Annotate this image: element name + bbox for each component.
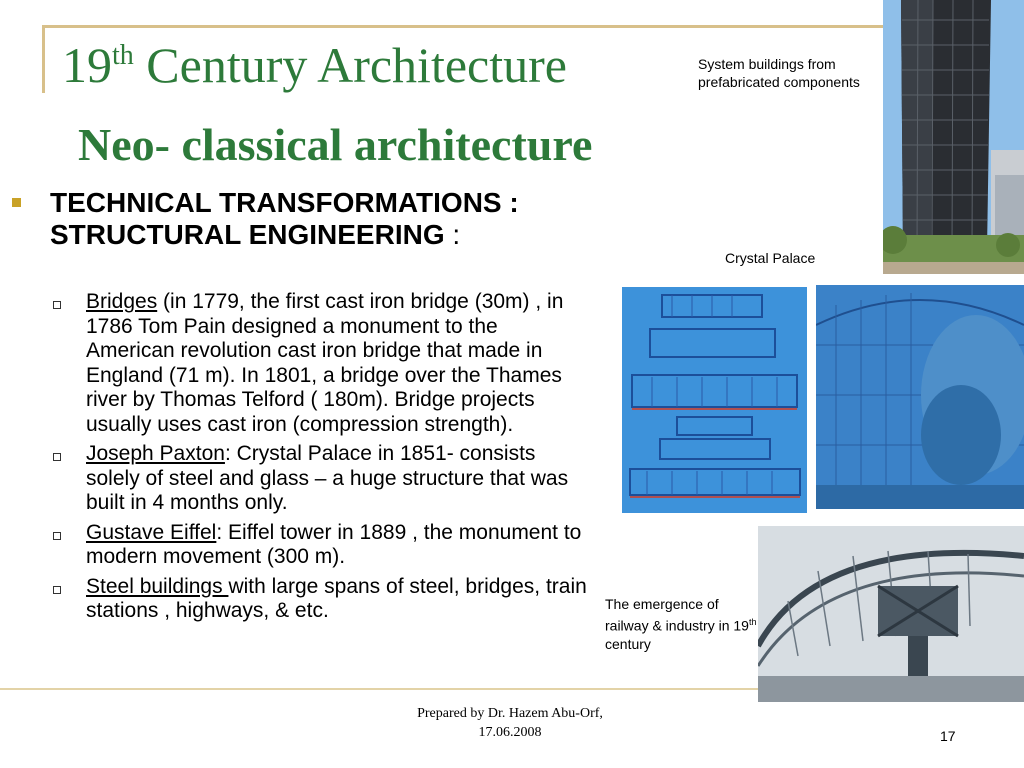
footer: [380, 704, 640, 742]
crystal-palace-interior-drawing: [816, 285, 1024, 509]
caption-railway-end: century: [605, 635, 651, 652]
item-term: Steel buildings: [86, 574, 229, 598]
caption-railway: [605, 595, 765, 653]
heading-text: TECHNICAL TRANSFORMATIONS : STRUCTURAL ENGINEERING: [50, 187, 519, 250]
item-text: : Eiffel tower in 1889 , the monument to modern movement (300 m).: [86, 520, 582, 568]
title-superscript: th: [112, 40, 134, 71]
checkbox-bullet-icon: [53, 586, 61, 594]
frame-top-line: [42, 25, 884, 28]
section-heading: [50, 187, 570, 251]
bullet-square-icon: [12, 198, 21, 207]
sub-bullet-list: [50, 290, 590, 629]
crystal-palace-drawing-left: [622, 287, 807, 513]
page-number: 17: [940, 728, 956, 744]
slide-subtitle: Neo- classical architecture: [78, 119, 593, 170]
checkbox-bullet-icon: [53, 453, 61, 461]
railway-station-photo: [758, 526, 1024, 702]
caption-system-buildings: System buildings from prefabricated components: [698, 56, 860, 90]
checkbox-bullet-icon: [53, 532, 61, 540]
footer-author: Prepared by Dr. Hazem Abu-Orf,: [417, 706, 603, 721]
item-text: (in 1779, the first cast iron bridge (30m) , in 1786 Tom Pain designed a monument to the American revolution cast iron bridge that made in England (71 m). In 1801, a bridge over the Thames river by Thomas Telford ( 180m). Bridge projects usually uses cast iron (compression strength).: [86, 290, 564, 436]
skyscraper-photo: [883, 0, 1024, 274]
heading-colon: :: [444, 219, 461, 250]
checkbox-bullet-icon: [53, 301, 61, 309]
list-item: [50, 521, 590, 570]
caption-crystal-palace: Crystal Palace: [725, 250, 816, 266]
caption-railway-sup: th: [748, 617, 757, 627]
item-term: Gustave Eiffel: [86, 520, 217, 544]
list-item: [50, 575, 590, 624]
frame-left-line: [42, 25, 45, 93]
caption-railway-text: The emergence of railway & industry in 19: [605, 596, 749, 634]
item-term: Bridges: [86, 290, 158, 313]
list-item: [50, 442, 590, 516]
slide-title: [62, 37, 567, 93]
footer-date: 17.06.2008: [478, 725, 542, 740]
frame-bottom-line: [0, 688, 760, 690]
title-rest: Century Architecture: [133, 37, 567, 93]
item-text: : Crystal Palace in 1851- consists solely of steel and glass – a huge structure that was built in 4 months only.: [86, 442, 569, 514]
item-text: with large spans of steel, bridges, train stations , highways, & etc.: [86, 574, 587, 622]
title-number: 19: [62, 37, 112, 93]
list-item: [50, 290, 590, 437]
item-term: Joseph Paxton: [86, 442, 225, 465]
